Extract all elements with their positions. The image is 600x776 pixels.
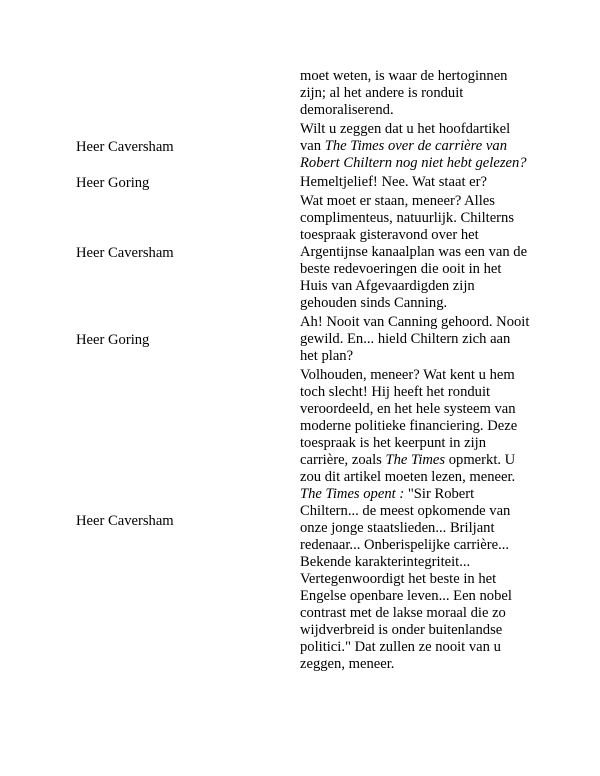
dialogue-row — [76, 193, 530, 314]
speaker-name: Heer Goring — [76, 175, 150, 191]
dialogue-text: Wilt u zeggen dat u het hoofdartikel van — [300, 121, 511, 154]
dialogue-italic-text: The Times opent : — [300, 486, 405, 502]
dialogue-italic-text: The Times over de carrière van Robert Chiltern nog niet hebt gelezen? — [300, 138, 527, 171]
dialogue-line — [300, 367, 530, 675]
dialogue-italic-text: The Times — [385, 452, 446, 468]
dialogue-row — [76, 367, 530, 675]
dialogue-table — [76, 68, 530, 675]
dialogue-text: Volhouden, meneer? Wat kent u hem toch slecht! Hij heeft het ronduit veroordeeld, en het hele systeem van moderne politieke financiering. Deze toespraak is het keerpunt in zijn carrière, zoals — [300, 367, 518, 468]
speaker-name: Heer Caversham — [76, 512, 174, 529]
dialogue-text: Ah! Nooit van Canning gehoord. Nooit gewild. En... hield Chiltern zich aan het plan? — [300, 314, 530, 364]
dialogue-row — [76, 121, 530, 174]
dialogue-text: "Sir Robert Chiltern... de meest opkomende van onze jonge staatslieden... Briljant redenaar... Onberispelijke carrière... Bekende karakterintegriteit... Vertegenwoordigt het beste in het Engelse openbare leven... Een nobel contrast met de lakse moraal die zo wijdverbreid is onder buitenlandse politici." Dat zullen ze nooit van u zeggen, meneer. — [300, 486, 512, 672]
dialogue-line — [300, 174, 530, 193]
dialogue-line — [300, 68, 530, 121]
dialogue-row — [76, 174, 530, 193]
dialogue-line — [300, 314, 530, 367]
speaker-name: Heer Caversham — [76, 139, 174, 155]
dialogue-row — [76, 314, 530, 367]
dialogue-text: Hemeltjelief! Nee. Wat staat er? — [300, 174, 487, 190]
dialogue-text: Wat moet er staan, meneer? Alles complimenteus, natuurlijk. Chilterns toespraak gisteravond over het Argentijnse kanaalplan was een van de beste redevoeringen die ooit in het Huis van Afgevaardigden zijn gehouden sinds Canning. — [300, 193, 528, 311]
speaker-name — [76, 68, 300, 121]
speaker-name: Heer Caversham — [76, 245, 174, 261]
dialogue-row — [76, 68, 530, 121]
dialogue-line — [300, 193, 530, 314]
dialogue-line — [300, 121, 530, 174]
dialogue-text: moet weten, is waar de hertoginnen zijn; al het andere is ronduit demoraliserend. — [300, 68, 508, 118]
dialogue-text: opmerkt. U zou dit artikel moeten lezen, meneer. — [300, 452, 516, 485]
speaker-name: Heer Goring — [76, 332, 150, 348]
